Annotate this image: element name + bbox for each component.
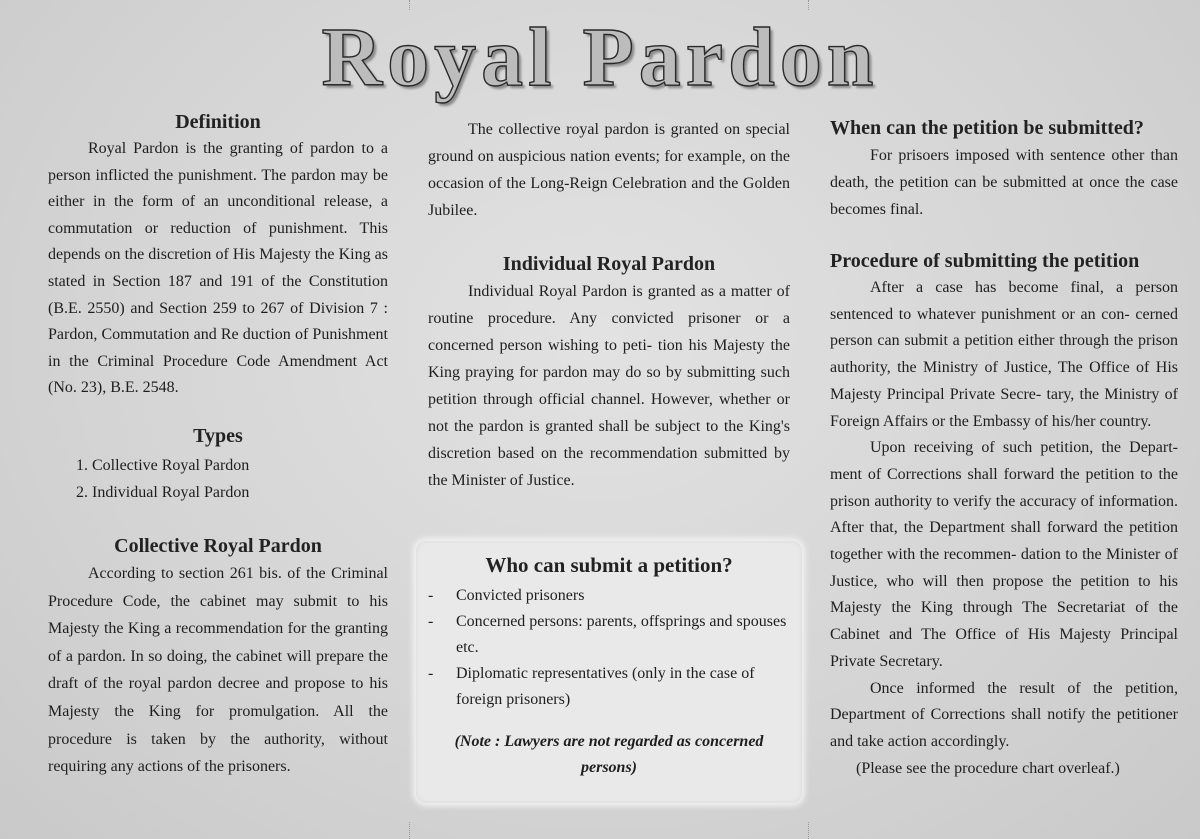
procedure-text-3: Once informed the result of the petition, Department of Corrections shall notify the petitioner and take action accordingly.: [830, 679, 1178, 750]
dash-bullet: -: [428, 613, 434, 630]
fold-mark: [409, 822, 410, 839]
procedure-heading: Procedure of submitting the petition: [830, 250, 1140, 272]
fold-mark: [808, 0, 809, 10]
definition-text: Royal Pardon is the granting of pardon to a person inflicted the punishment. The pardon may be either in the form of an unconditional release, a commutation or reduction of punishment. This depends on the discretion of His Majesty the King as stated in Section 187 and 191 of the Constitution (B.E. 2550) and Section 259 to 267 of Division 7 : Pardon, Commutation and Re duction of Punishment in the Criminal Procedure Code Amendment Act (No. 23), B.E. 2548.: [48, 140, 388, 397]
page-title: Royal Pardon: [321, 11, 879, 104]
column-middle: [428, 116, 790, 494]
individual-heading: Individual Royal Pardon: [502, 253, 716, 275]
list-item: - Convicted prisoners: [416, 583, 802, 609]
fold-mark: [808, 822, 809, 839]
collective-text-continued: The collective royal pardon is granted on special ground on auspicious nation events; for example, on the occasion of the Long-Reign Celebration and the Golden Jubilee.: [428, 121, 790, 219]
list-item: 1. Collective Royal Pardon: [76, 456, 250, 474]
collective-text: According to section 261 bis. of the Criminal Procedure Code, the cabinet may submit to his Majesty the King a recommendation for the granting of a pardon. In so doing, the cabinet will prepare the draft of the royal pardon decree and propose to his Majesty the King for promulgation. All the procedure is taken by the authority, without requiring any actions of the prisoners.: [48, 564, 388, 776]
individual-text: Individual Royal Pardon is granted as a matter of routine procedure. Any convicted prisoner or a concerned person wishing to peti- tion his Majesty the King praying for pardon may do so by submitting such petition through official channel. However, whether or not the pardon is granted shall be subject to the King's discretion based on the recommendation submitted by the Minister of Justice.: [428, 283, 790, 489]
dash-bullet: -: [428, 587, 434, 604]
dash-bullet: -: [428, 665, 434, 682]
column-left: [48, 108, 388, 781]
definition-heading: Definition: [175, 111, 261, 133]
who-list: [416, 583, 802, 713]
procedure-note: (Please see the procedure chart overleaf.): [856, 759, 1120, 777]
procedure-text-2: Upon receiving of such petition, the Depart- ment of Corrections shall forward the petition to the prison authority to verify the accuracy of information. After that, the Department shall forward the petition together with the recommen- dation to the Minister of Justice, who will then propose the petition to his Majesty the King through The Secretariat of the Cabinet and The Office of His Majesty Principal Private Secretary.: [830, 439, 1178, 670]
list-item: - Diplomatic representatives (only in the case of foreign prisoners): [416, 661, 802, 713]
column-right: [830, 114, 1178, 782]
when-text: For prisoers imposed with sentence other than death, the petition can be submitted at once the case becomes final.: [830, 147, 1178, 218]
types-list: [48, 452, 388, 506]
fold-mark: [409, 0, 410, 10]
who-can-submit-box: [416, 541, 802, 803]
list-item: - Concerned persons: parents, offsprings and spouses etc.: [416, 609, 802, 661]
collective-heading: Collective Royal Pardon: [114, 534, 322, 557]
note-text: (Note : Lawyers are not regarded as concerned persons): [454, 733, 764, 776]
list-item: 2. Individual Royal Pardon: [76, 483, 250, 501]
types-heading: Types: [193, 424, 243, 447]
who-heading: Who can submit a petition?: [485, 553, 733, 577]
procedure-text-1: After a case has become final, a person sentenced to whatever punishment or an con- cerned person can submit a petition either through the prison authority, the Ministry of Justice, The Office of His Majesty Principal Private Secre- tary, the Ministry of Foreign Affairs or the Embassy of his/her country.: [830, 279, 1178, 430]
when-heading: When can the petition be submitted?: [830, 117, 1144, 139]
